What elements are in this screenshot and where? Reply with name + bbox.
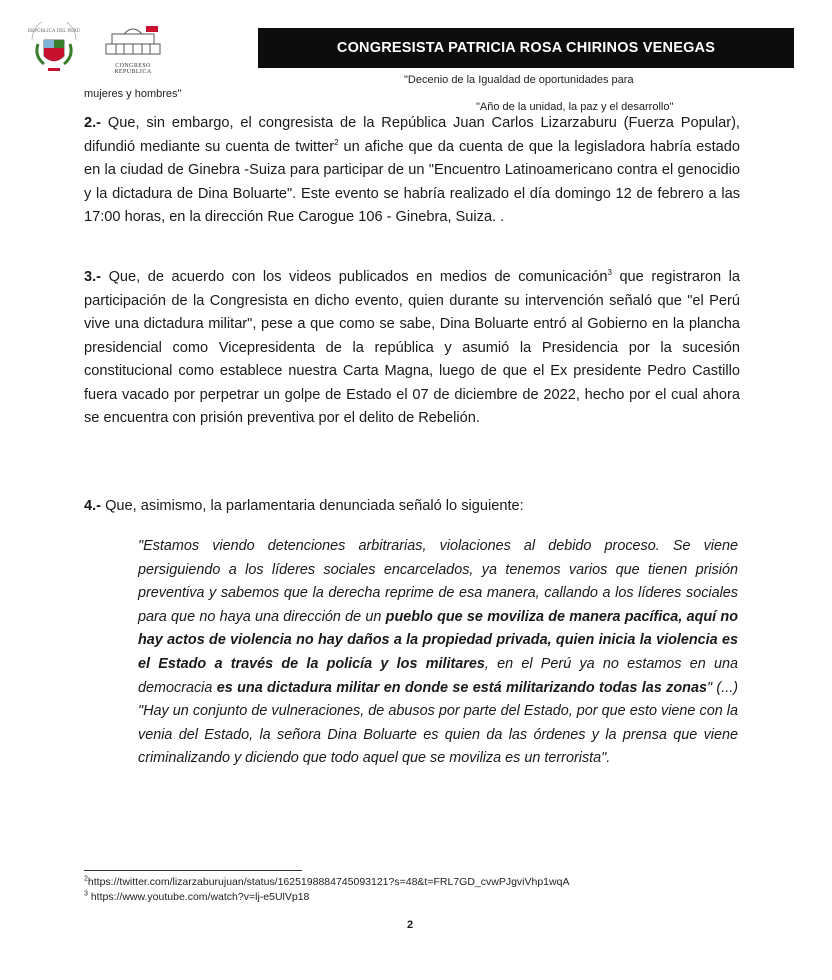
paragraph-number: 2.- — [84, 115, 102, 131]
quote-text: , en el Perú ya no estamos en una democracia — [138, 655, 738, 696]
footnote-mark: 3 — [84, 890, 88, 898]
footnote-3[interactable] — [84, 891, 309, 903]
paragraph-text: Que, de acuerdo con los videos publicados en medios de comunicación — [101, 269, 608, 285]
paragraph-4 — [84, 495, 740, 519]
paragraph-number: 3.- — [84, 269, 102, 285]
page-number: 2 — [406, 919, 414, 931]
footnote-ref[interactable]: 3 — [607, 268, 612, 278]
footnote-mark: 2 — [84, 875, 88, 883]
quote-bold-text: pueblo que se moviliza de manera pacífica, aquí no hay actos de violencia no hay daños a la propiedad privada, quien inicia la violencia es el Estado a través de la policía y los militares — [138, 608, 738, 672]
footnote-ref[interactable]: 2 — [334, 137, 339, 147]
paragraph-text: un afiche que da cuenta de que la legisladora habría estado en la ciudad de Ginebra -Suiza para participar de un "Encuentro Latinoamericano contra el genocidio y la dictadura de Dina Boluarte". Este evento se habría realizado el día domingo 12 de febrero a las 17:00 horas, en la dirección Rue Carogue 106 - Ginebra, Suiza. . — [84, 138, 740, 225]
paragraph-text: Que, sin embargo, el congresista de la República Juan Carlos Lizarzaburu (Fuerza Popular), difundió mediante su cuenta de twitter — [84, 115, 740, 155]
paragraph-text: que registraron la participación de la Congresista en dicho evento, quien durante su intervención señaló que "el Perú vive una dictadura militar", pese a que como se sabe, Dina Boluarte entró al Gobierno en la plancha presidencial como Vicepresidenta de la república y asumió la Presidencia por la sucesión constitucional como establece nuestra Carta Magna, luego de que el Ex presidente Pedro Castillo fuera vacado por perpetrar un golpe de Estado el 07 de diciembre de 2022, hecho por el cual ahora se encuentra con prisión preventiva por el delito de Rebelión. — [84, 269, 740, 426]
logo-republica-text: REPÚBLICA — [114, 69, 152, 75]
congresista-banner: CONGRESISTA PATRICIA ROSA CHIRINOS VENEGAS — [258, 28, 794, 68]
footnote-link[interactable]: https://twitter.com/lizarzaburujuan/status/1625198884745093121?s=48&t=FRL7GD_cvwPJgviVhp1wqA — [87, 876, 570, 888]
motto-year: "Año de la unidad, la paz y el desarrollo" — [476, 101, 674, 113]
quoted-statement — [138, 535, 738, 771]
logo-congreso-text: CONGRESO — [115, 63, 151, 69]
paragraph-number: 4.- — [84, 498, 102, 514]
quote-bold-text: es una dictadura militar en donde se está militarizando todas las zonas — [216, 679, 707, 696]
peru-coat-of-arms-icon — [24, 22, 84, 74]
quote-text: "Estamos viendo detenciones arbitrarias, violaciones al debido proceso. Se viene persiguiendo a los líderes sociales encarcelados, ya tenemos varios que tienen prisión preventiva y sabemos que la derecha reprime de esa manera, callando a los líderes sociales para que no haya una dirección de un — [138, 538, 738, 625]
motto-decade-line2: mujeres y hombres" — [84, 88, 182, 100]
paragraph-text: Que, asimismo, la parlamentaria denunciada señaló lo siguiente: — [101, 498, 524, 514]
svg-text:REPÚBLICA DEL PERÚ: REPÚBLICA DEL PERÚ — [27, 29, 81, 34]
paragraph-2 — [84, 112, 740, 230]
motto-decade-line1: "Decenio de la Igualdad de oportunidades para — [404, 74, 634, 86]
paragraph-3 — [84, 266, 740, 431]
congreso-logo-icon — [98, 24, 168, 84]
footnote-link[interactable]: https://www.youtube.com/watch?v=lj-e5UlVp18 — [87, 891, 310, 903]
quote-text: " (...) "Hay un conjunto de vulneraciones, de abusos por parte del Estado, por que esto viene con la venia del Estado, la señora Dina Boluarte es quien da las órdenes y la prensa que viene criminalizando y diciendo que todo aquel que se moviliza es un terrorista". — [138, 679, 739, 767]
footnote-2[interactable] — [84, 876, 569, 888]
footnote-divider — [84, 870, 302, 871]
